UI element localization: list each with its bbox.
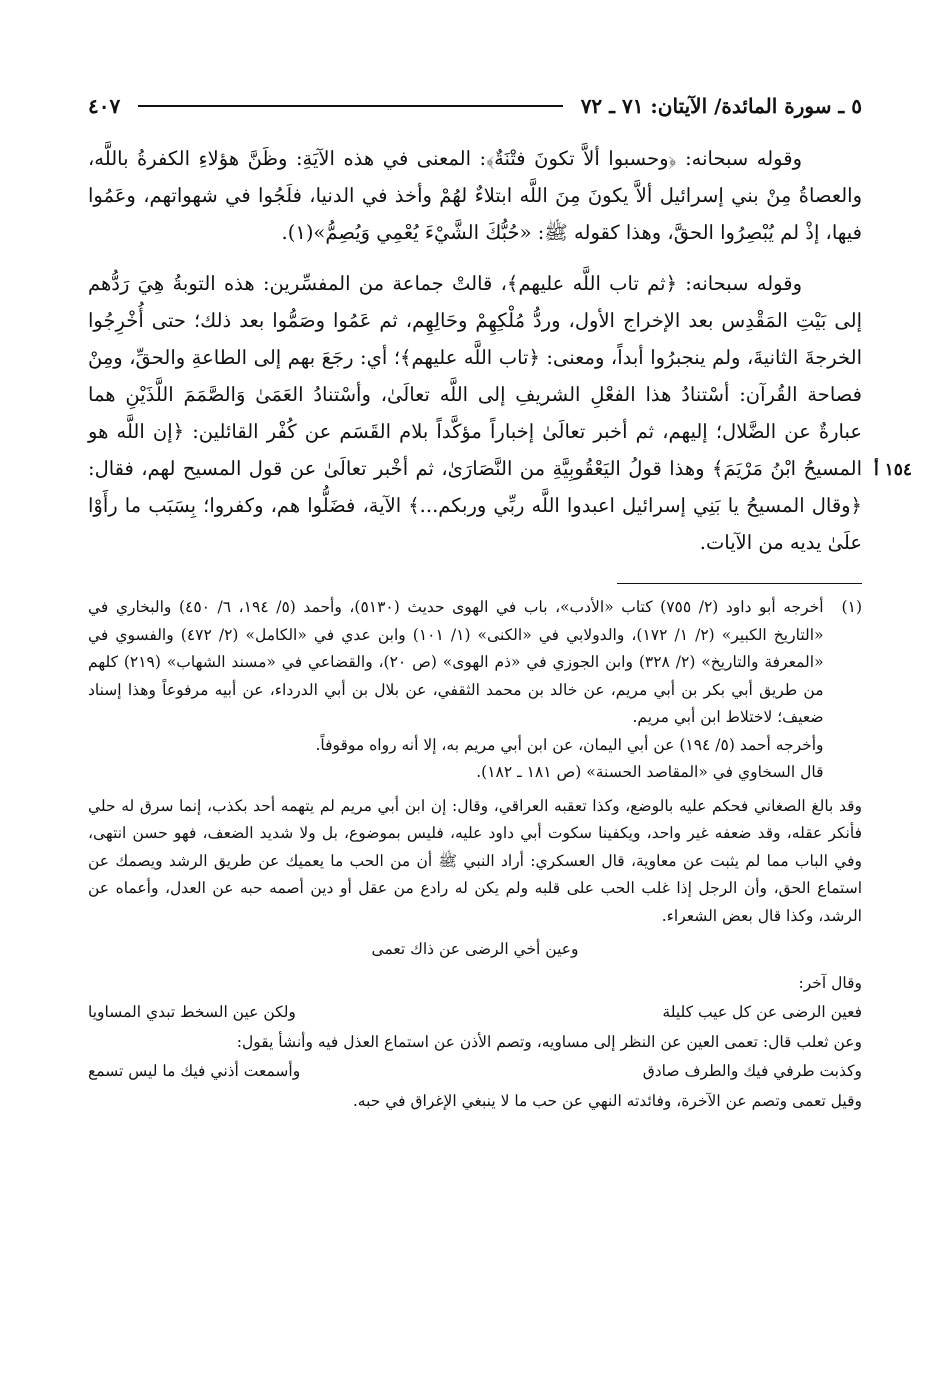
verse-1-first-hemistich: فعين الرضى عن كل عيب كليلة xyxy=(662,1003,862,1021)
footnote-1 xyxy=(88,594,862,787)
footnote-line-3: قال السخاوي في «المقاصد الحسنة» (ص ١٨١ ـ ١٨٢). xyxy=(476,763,824,781)
verse-2 xyxy=(88,1058,862,1086)
verse-2-second-hemistich: وأسمعت أذني فيك ما ليس تسمع xyxy=(88,1062,301,1080)
footnote-separator xyxy=(617,583,862,584)
paragraph-1: وقوله سبحانه: ﴿وحسبوا ألاَّ تكونَ فتْنَةٌ﴾: المعنى في هذه الآيَةِ: وظَنَّ هؤلاءِ الكفرةُ باللَّه، والعصاةُ مِنْ بني إسرائيل ألاَّ يكونَ مِنَ اللَّه ابتلاءٌ لهُمْ وأخذ في الدنيا، فلَجُوا في شهواتهم، وعَمُوا فيها، إذْ لم يُبْصِرُوا الحقَّ، وهذا كقوله ﷺ: «حُبُّكَ الشَّيْءَ يُعْمِي وَيُصِمُّ»(١). xyxy=(88,147,862,244)
margin-folio-note: ١٥٤ أ xyxy=(874,460,913,480)
page-number: ٤٠٧ xyxy=(88,94,121,118)
footnote-paragraph: وقد بالغ الصغاني فحكم عليه بالوضع، وكذا تعقبه العراقي، وقال: إن ابن أبي مريم لم يتهمه أحد بكذب، إنما سرق له حلي فأنكر عقله، وقد ضعفه غير واحد، ويكفينا سكوت أبي داود عليه، فليس بموضوع، بل ولا شديد الضعف، فهو حسن انتهى، وفي الباب مما لم يثبت عن معاوية، قال العسكري: أراد النبي ﷺ أن من الحب ما يعميك عن طريق الرشد ويصمك عن استماع الحق، وأن الرجل إذا غلب الحب على قلبه ولم يكن له رادع من عقل أو دين أصمه حبه عن العدل، وأعماه عن الرشد، وكذا قال بعض الشعراء. xyxy=(88,796,862,925)
header-rule xyxy=(138,105,562,107)
footnote-line-1: أخرجه أبو داود (٢/ ٧٥٥) كتاب «الأدب»، باب في الهوى حديث (٥١٣٠)، وأحمد (٥/ ١٩٤، ٦/ ٤٥٠) والبخاري في «التاريخ الكبير» (٢/ ١/ ١٧٢)، والدولابي في «الكنى» (١/ ١٠١) وابن عدي في «الكامل» (٢/ ٤٧٢) والفسوي في «المعرفة والتاريخ» (٢/ ٣٢٨) وابن الجوزي في «ذم الهوى» (ص ٢٠)، والقضاعي في «مسند الشهاب» (٢١٩) كلهم من طريق أبي بكر بن أبي مريم، عن خالد بن محمد الثقفي، عن بلال بن أبي الدرداء، عن أبيه مرفوعاً وهذا إسناد ضعيف؛ لاختلاط ابن أبي مريم. xyxy=(88,598,824,726)
footnote-line-2: وأخرجه أحمد (٥/ ١٩٤) عن أبي اليمان، عن ابن أبي مريم به، إلا أنه رواه موقوفاً. xyxy=(315,735,824,754)
footnote-body xyxy=(88,594,824,787)
running-head xyxy=(88,88,862,124)
verse-1 xyxy=(88,999,862,1027)
verse-1-second-hemistich: ولكن عين السخط تبدي المساويا xyxy=(88,1003,296,1021)
other-said: وقال آخر: xyxy=(798,973,862,992)
thaalab-line: وعن ثعلب قال: تعمى العين عن النظر إلى مساويه، وتصم الأذن عن استماع العذل فيه وأنشأ يقول: xyxy=(236,1032,862,1051)
footnote-number: (١) xyxy=(841,598,862,616)
main-text xyxy=(88,140,862,561)
closing-line: وقيل تعمى وتصم عن الآخرة، وفائدته النهي عن حب ما لا ينبغي الإغراق في حبه. xyxy=(352,1091,862,1110)
footnotes xyxy=(88,594,862,1115)
verse-2-first-hemistich: وكذبت طرفي فيك والطرف صادق xyxy=(642,1062,862,1080)
paragraph-2: وقوله سبحانه: ﴿ثم تاب اللَّه عليهم﴾، قالتْ جماعة من المفسِّرين: هذه التوبةُ هِيَ رَدُّهم إلى بَيْتِ المَقْدِس بعد الإخراج الأول، وردُّ مُلْكِهِمْ وحَالِهِم، ثم عَمُوا وصَمُّوا بعد ذلك؛ حتى أُخْرِجُوا الخرجةَ الثانيةَ، ولم ينجبرُوا أبداً، ومعنى: ﴿تاب اللَّه عليهم﴾؛ أي: رجَعَ بهم إلى الطاعةِ والحقِّ، ومِنْ فصاحة القُرآن: أسْتنادُ هذا الفعْلِ الشريفِ إلى اللَّه تعالَىٰ، وأسْتنادُ العَمَىٰ وَالصَّمَمَ اللَّذَيْنِ هما عبارةٌ عن الضَّلال؛ إليهم، ثم أخبر تعالَىٰ إخباراً مؤكَّداً بلام القَسَم عن كُفْر القائلين: ﴿إن اللَّه هو المسيحُ ابْنُ مَرْيَمَ﴾ وهذا قولُ اليَعْقُوبِيَّةِ من النَّصَارَىٰ، ثم أخْبر تعالَىٰ عن قول المسيح لهم، فقال: ﴿وقال المسيحُ يا بَنِي إسرائيل اعبدوا اللَّه ربِّي وربكم...﴾ الآية، فضَلُّوا هم، وكفروا؛ بِسَبَب ما رأَوْا علَىٰ يديه من الآيات. xyxy=(88,272,862,554)
running-title: ٥ ـ سورة المائدة/ الآيتان: ٧١ ـ ٧٢ xyxy=(580,94,862,118)
verse-single: وعين أخي الرضى عن ذاك تعمى xyxy=(371,940,579,958)
